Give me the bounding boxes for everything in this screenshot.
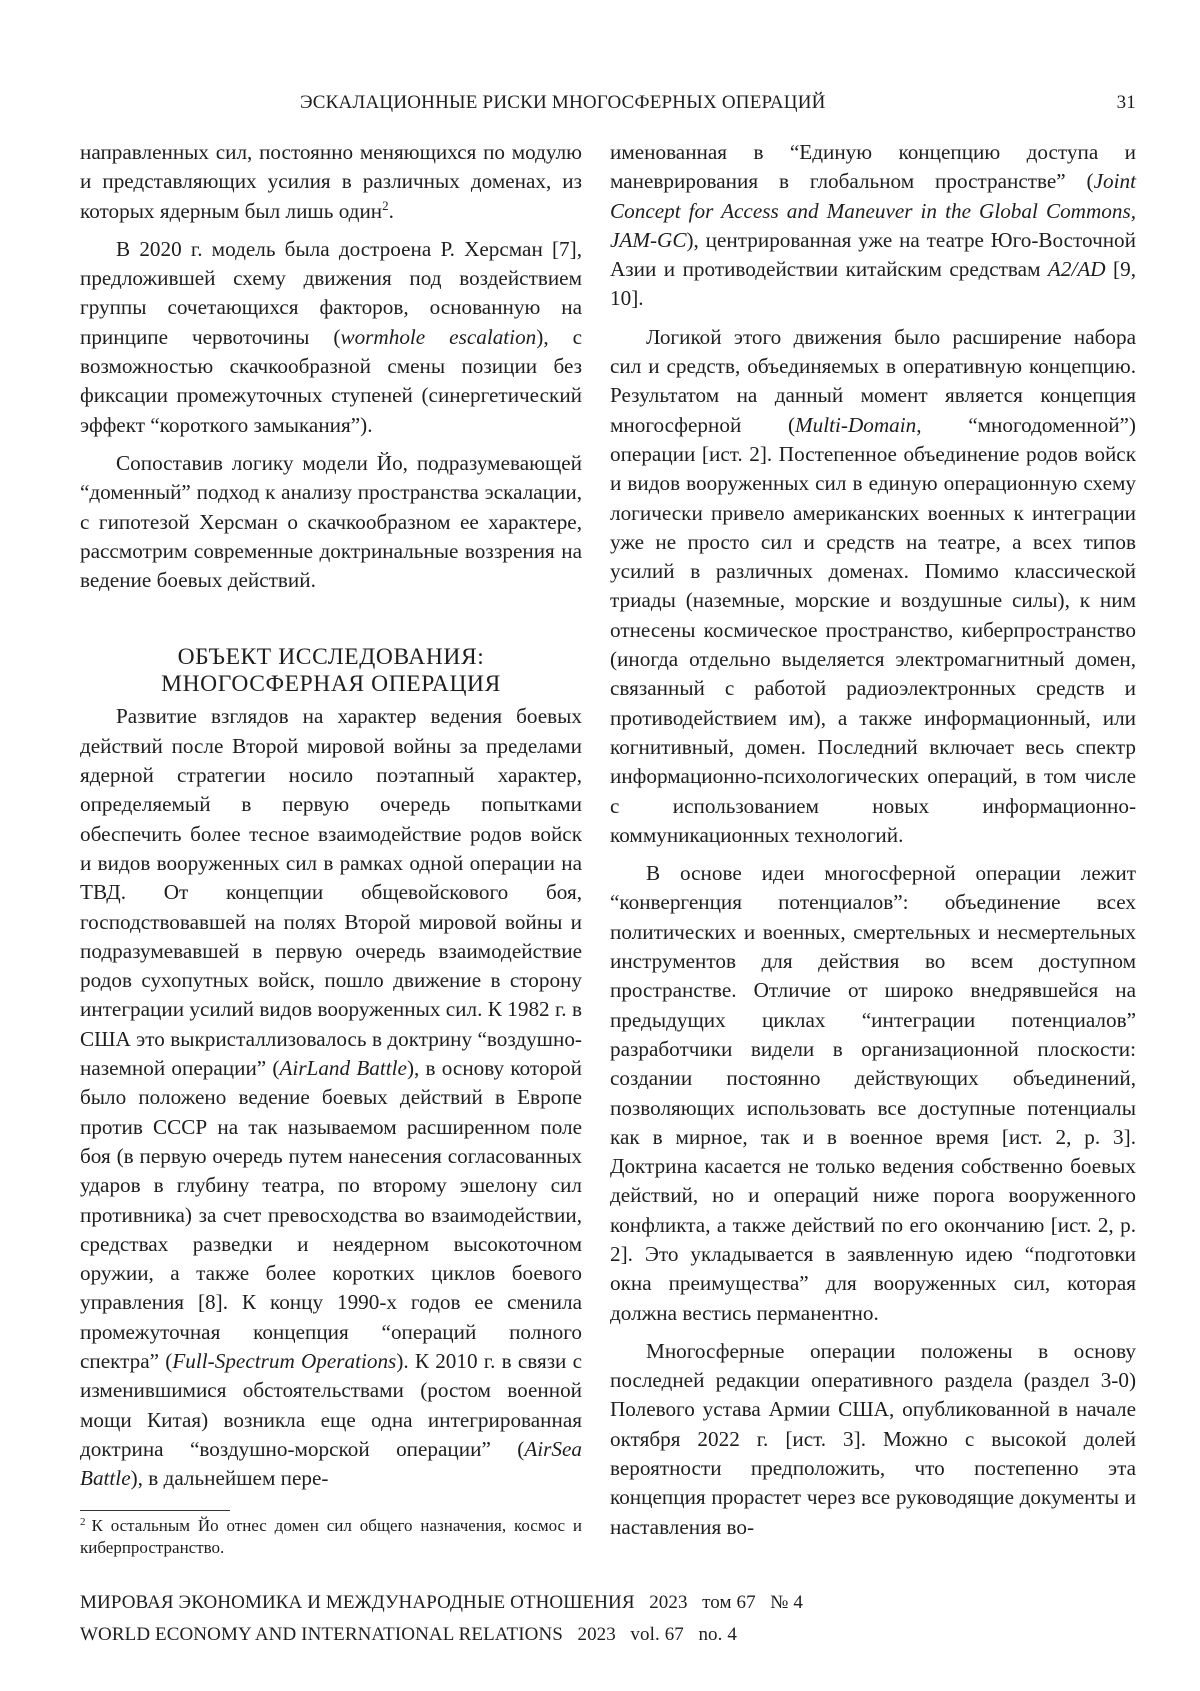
text-run: , “многодоменной”) операции [ист. 2]. Постепенное объединение родов войск и видов вооруженных сил в единую операционную схему логически привело американских военных к интеграции уже не просто сил и средств на театре, а всех типов усилий в различных доменах. Помимо классической триады (наземные, морские и воздушные силы), к ним отнесены космическое пространство, киберпространство (иногда отдельно выделяется электромагнитный домен, связанный с работой радиоэлектронных средств и противодействием им), а также информационный, или когнитивный, домен. Последний включает весь спектр информационно-психологических операций, в том числе с использованием новых информационно-коммуникационных технологий. (610, 413, 1136, 847)
text-run: ), с возможностью скачкообразной смены позиции без фиксации промежуточных ступеней (синергетический эффект “короткого замыкания”). (80, 325, 582, 437)
running-title: ЭСКАЛАЦИОННЫЕ РИСКИ МНОГОСФЕРНЫХ ОПЕРАЦИЙ (300, 92, 826, 114)
italic-term: AirLand Battle (279, 1056, 406, 1080)
footnote-ref: 2 (382, 198, 389, 213)
footnote (80, 1515, 582, 1559)
text-run: Логикой этого движения было расширение набора сил и средств, объединяемых в оперативную концепцию. Результатом на данный момент является концепция многосферной ( (610, 325, 1136, 437)
text-run: В 2020 г. модель была достроена Р. Херсман [7], предложившей схему движения под воздействием группы сочетающихся факторов, основанную на принципе червоточины ( (80, 237, 582, 349)
italic-term: AirSea Battle (80, 1437, 582, 1490)
page-number: 31 (1117, 92, 1136, 114)
paragraph (80, 138, 582, 226)
text-run: именованная в “Единую концепцию доступа и маневрирования в глобальном пространстве” ( (610, 140, 1136, 193)
section-heading-line: МНОГОСФЕРНАЯ ОПЕРАЦИЯ (80, 671, 582, 698)
section-heading (80, 644, 582, 698)
columns (80, 138, 1136, 1559)
section-heading-line: ОБЪЕКТ ИССЛЕДОВАНИЯ: (80, 644, 582, 671)
italic-term: A2/AD (1048, 257, 1106, 281)
paragraph (610, 138, 1136, 314)
footnote-text: К остальным Йо отнес домен сил общего назначения, космос и киберпространство. (80, 1516, 582, 1557)
page-header (80, 92, 1136, 138)
paragraph (80, 449, 582, 595)
text-run: Многосферные операции положены в основу последней редакции оперативного раздела (раздел 3-0) Полевого устава Армии США, опубликованной в начале октября 2022 г. [ист. 3]. Можно с высокой долей вероятности предположить, что постепенно эта концепция прорастет через все руководящие документы и наставления во- (610, 1339, 1136, 1539)
text-run: ), в дальнейшем пере- (131, 1466, 329, 1490)
paragraph (80, 235, 582, 440)
text-run: ). К 2010 г. в связи с изменившимися обстоятельствами (ростом военной мощи Китая) возникла еще одна интегрированная доктрина “воздушно-морской операции” ( (80, 1349, 582, 1461)
paragraph (610, 1337, 1136, 1542)
text-run: Развитие взглядов на характер ведения боевых действий после Второй мировой войны за пределами ядерной стратегии носило поэтапный характер, определяемый в первую очередь попытками обеспечить более тесное взаимодействие родов войск и видов вооруженных сил в рамках одной операции на ТВД. От концепции общевойскового боя, господствовавшей на полях Второй мировой войны и подразумевавшей в первую очередь взаимодействие родов сухопутных войск, пошло движение в сторону интеграции усилий видов вооруженных сил. К 1982 г. в США это выкристаллизовалось в доктрину “воздушно-наземной операции” ( (80, 704, 582, 1080)
paragraphs (610, 138, 1136, 1542)
journal-footer-en: WORLD ECONOMY AND INTERNATIONAL RELATIONS 2023 vol. 67 no. 4 (80, 1619, 1136, 1651)
footnote-mark: 2 (80, 1516, 86, 1528)
footnote-block (80, 1502, 582, 1559)
journal-footer (80, 1587, 1136, 1651)
page (0, 0, 1200, 1691)
right-column (610, 138, 1136, 1559)
text-run: направленных сил, постоянно меняющихся по модулю и представляющих усилия в различных доменах, из которых ядерным был лишь один (80, 140, 582, 223)
paragraphs-before (80, 138, 582, 604)
text-run: . (389, 199, 394, 223)
journal-footer-ru: МИРОВАЯ ЭКОНОМИКА И МЕЖДУНАРОДНЫЕ ОТНОШЕНИЯ 2023 том 67 № 4 (80, 1587, 1136, 1619)
paragraph (80, 702, 582, 1493)
italic-term: wormhole escalation (340, 325, 536, 349)
text-run: [9, 10]. (610, 257, 1136, 310)
paragraph (610, 859, 1136, 1328)
left-column (80, 138, 582, 1559)
text-run: ), центрированная уже на театре Юго-Восточной Азии и противодействии китайским средствам (610, 228, 1136, 281)
italic-term: Multi-Domain (795, 413, 916, 437)
paragraphs-after (80, 702, 582, 1502)
text-run: Сопоставив логику модели Йо, подразумевающей “доменный” подход к анализу пространства эскалации, с гипотезой Херсман о скачкообразном ее характере, рассмотрим современные доктринальные воззрения на ведение боевых действий. (80, 451, 582, 592)
italic-term: Full-Spectrum Operations (172, 1349, 396, 1373)
footnote-divider (80, 1510, 230, 1511)
paragraph (610, 323, 1136, 850)
text-run: ), в основу которой было положено ведение боевых действий в Европе против СССР на так называемом расширенном поле боя (в первую очередь путем нанесения согласованных ударов в глубину театра, по второму эшелону сил противника) за счет превосходства во взаимодействии, средствах разведки и неядерном высокоточном оружии, а также более коротких циклов боевого управления [8]. К концу 1990-х годов ее сменила промежуточная концепция “операций полного спектра” ( (80, 1056, 582, 1373)
italic-term: Joint Concept for Access and Maneuver in the Global Commons, JAM-GC (610, 169, 1136, 252)
text-run: В основе идеи многосферной операции лежит “конвергенция потенциалов”: объединение всех политических и военных, смертельных и несмертельных инструментов для действия во всем доступном пространстве. Отличие от широко внедрявшейся на предыдущих циклах “интеграции потенциалов” разработчики видели в организационной плоскости: создании постоянно действующих объединений, позволяющих использовать все доступные потенциалы как в мирное, так и в военное время [ист. 2, p. 3]. Доктрина касается не только ведения собственно боевых действий, но и операций ниже порога вооруженного конфликта, а также действий по его окончанию [ист. 2, p. 2]. Это укладывается в заявленную идею “подготовки окна преимущества” для вооруженных сил, которая должна вестись перманентно. (610, 861, 1136, 1324)
